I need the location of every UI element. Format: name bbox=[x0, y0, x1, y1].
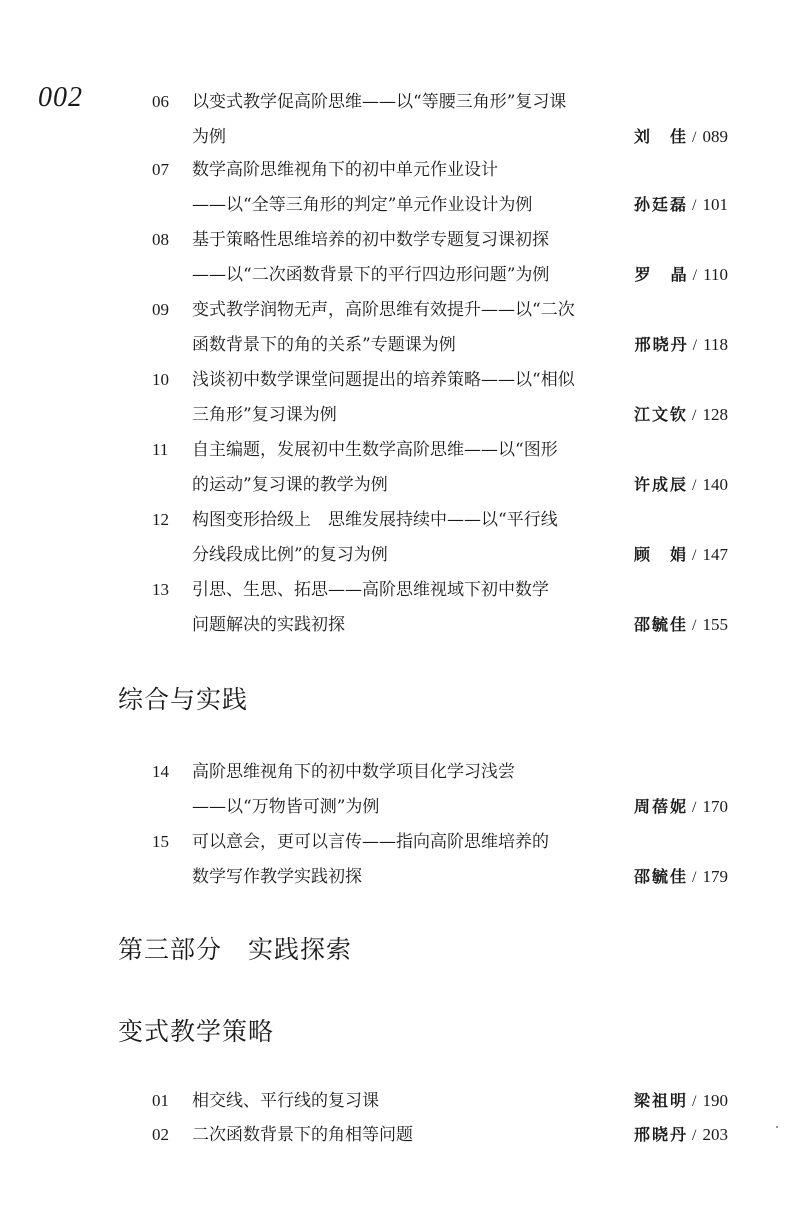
entry-page: 179 bbox=[702, 867, 728, 886]
entry-author: 梁祖明 bbox=[634, 1091, 689, 1110]
entry-page: 140 bbox=[702, 475, 728, 494]
entry-author: 许成辰 bbox=[634, 475, 689, 494]
entry-attribution bbox=[634, 400, 728, 430]
separator: / bbox=[692, 1127, 697, 1144]
separator: / bbox=[692, 407, 697, 424]
entry-title-line: 的运动”复习课的教学为例 bbox=[192, 475, 388, 495]
entry-title-line: 变式教学润物无声，高阶思维有效提升——以“二次 bbox=[192, 300, 575, 320]
entry-title-line: 相交线、平行线的复习课 bbox=[192, 1091, 379, 1111]
entry-title-line: 函数背景下的角的关系”专题课为例 bbox=[192, 335, 456, 355]
entry-title-line: 可以意会，更可以言传——指向高阶思维培养的 bbox=[192, 832, 549, 852]
entry-title-line: 三角形”复习课为例 bbox=[192, 405, 337, 425]
entry-author: 江文钦 bbox=[634, 405, 689, 424]
entry-number: 01 bbox=[152, 1091, 169, 1110]
entry-attribution bbox=[635, 260, 728, 290]
print-speck bbox=[776, 1126, 778, 1128]
section-heading: 综合与实践 bbox=[118, 685, 249, 714]
separator: / bbox=[692, 129, 697, 146]
entry-author: 孙廷磊 bbox=[634, 195, 689, 214]
entry-title-line: 问题解决的实践初探 bbox=[192, 615, 345, 635]
entry-title-line: ——以“全等三角形的判定”单元作业设计为例 bbox=[192, 195, 533, 215]
entry-page: 170 bbox=[702, 797, 728, 816]
entry-number: 15 bbox=[152, 832, 169, 851]
entry-attribution bbox=[634, 1086, 728, 1116]
page-number: 002 bbox=[38, 82, 83, 113]
entry-title-line: 高阶思维视角下的初中数学项目化学习浅尝 bbox=[192, 762, 515, 782]
entry-attribution bbox=[634, 470, 728, 500]
entry-page: 101 bbox=[702, 195, 728, 214]
entry-title-line: 构图变形拾级上 思维发展持续中——以“平行线 bbox=[192, 510, 558, 530]
entry-author: 顾 娟 bbox=[634, 545, 689, 564]
entry-page: 203 bbox=[702, 1125, 728, 1144]
entry-title-line: ——以“二次函数背景下的平行四边形问题”为例 bbox=[192, 265, 550, 285]
entry-page: 110 bbox=[703, 265, 728, 284]
separator: / bbox=[692, 337, 698, 354]
entry-attribution bbox=[634, 122, 728, 152]
entry-title-line: 数学高阶思维视角下的初中单元作业设计 bbox=[192, 160, 498, 180]
entry-number: 13 bbox=[152, 580, 169, 599]
entry-author: 邢晓丹 bbox=[634, 335, 689, 354]
entry-number: 10 bbox=[152, 370, 169, 389]
entry-author: 邵毓佳 bbox=[634, 867, 689, 886]
separator: / bbox=[692, 547, 697, 564]
entry-attribution bbox=[634, 540, 728, 570]
entry-title-line: 二次函数背景下的角相等问题 bbox=[192, 1125, 413, 1145]
entry-author: 周蓓妮 bbox=[634, 797, 689, 816]
entry-page: 118 bbox=[703, 335, 728, 354]
entry-author: 邢晓丹 bbox=[634, 1125, 689, 1144]
separator: / bbox=[692, 477, 697, 494]
separator: / bbox=[692, 799, 697, 816]
entry-title-line: 数学写作教学实践初探 bbox=[192, 867, 362, 887]
entry-page: 089 bbox=[702, 127, 728, 146]
entry-number: 06 bbox=[152, 92, 169, 111]
entry-page: 128 bbox=[702, 405, 728, 424]
entry-title-line: 以变式教学促高阶思维——以“等腰三角形”复习课 bbox=[192, 92, 567, 112]
entry-number: 14 bbox=[152, 762, 169, 781]
entry-author: 罗 晶 bbox=[634, 265, 689, 284]
entry-attribution bbox=[635, 330, 728, 360]
entry-number: 11 bbox=[152, 440, 169, 459]
entry-page: 155 bbox=[702, 615, 728, 634]
entry-title-line: 引思、生思、拓思——高阶思维视域下初中数学 bbox=[192, 580, 549, 600]
separator: / bbox=[692, 869, 697, 886]
entry-title-line: 分线段成比例”的复习为例 bbox=[192, 545, 388, 565]
separator: / bbox=[692, 197, 697, 214]
entry-number: 12 bbox=[152, 510, 169, 529]
entry-attribution bbox=[634, 1120, 728, 1150]
entry-number: 07 bbox=[152, 160, 169, 179]
entry-title-line: 自主编题，发展初中生数学高阶思维——以“图形 bbox=[192, 440, 558, 460]
entry-attribution bbox=[634, 190, 728, 220]
entry-title-line: ——以“万物皆可测”为例 bbox=[192, 797, 380, 817]
entry-author: 邵毓佳 bbox=[634, 615, 689, 634]
entry-author: 刘 佳 bbox=[634, 127, 689, 146]
entry-page: 190 bbox=[702, 1091, 728, 1110]
entry-attribution bbox=[634, 862, 728, 892]
entry-title-line: 为例 bbox=[192, 127, 226, 147]
part-heading: 第三部分 实践探索 bbox=[118, 935, 353, 964]
entry-number: 08 bbox=[152, 230, 169, 249]
entry-title-line: 浅谈初中数学课堂问题提出的培养策略——以“相似 bbox=[192, 370, 575, 390]
entry-number: 09 bbox=[152, 300, 169, 319]
entry-number: 02 bbox=[152, 1125, 169, 1144]
entry-page: 147 bbox=[702, 545, 728, 564]
entry-attribution bbox=[634, 792, 728, 822]
entry-title-line: 基于策略性思维培养的初中数学专题复习课初探 bbox=[192, 230, 549, 250]
separator: / bbox=[692, 617, 697, 634]
separator: / bbox=[692, 1093, 697, 1110]
section-heading: 变式教学策略 bbox=[118, 1017, 275, 1046]
separator: / bbox=[692, 267, 698, 284]
entry-attribution bbox=[634, 610, 728, 640]
